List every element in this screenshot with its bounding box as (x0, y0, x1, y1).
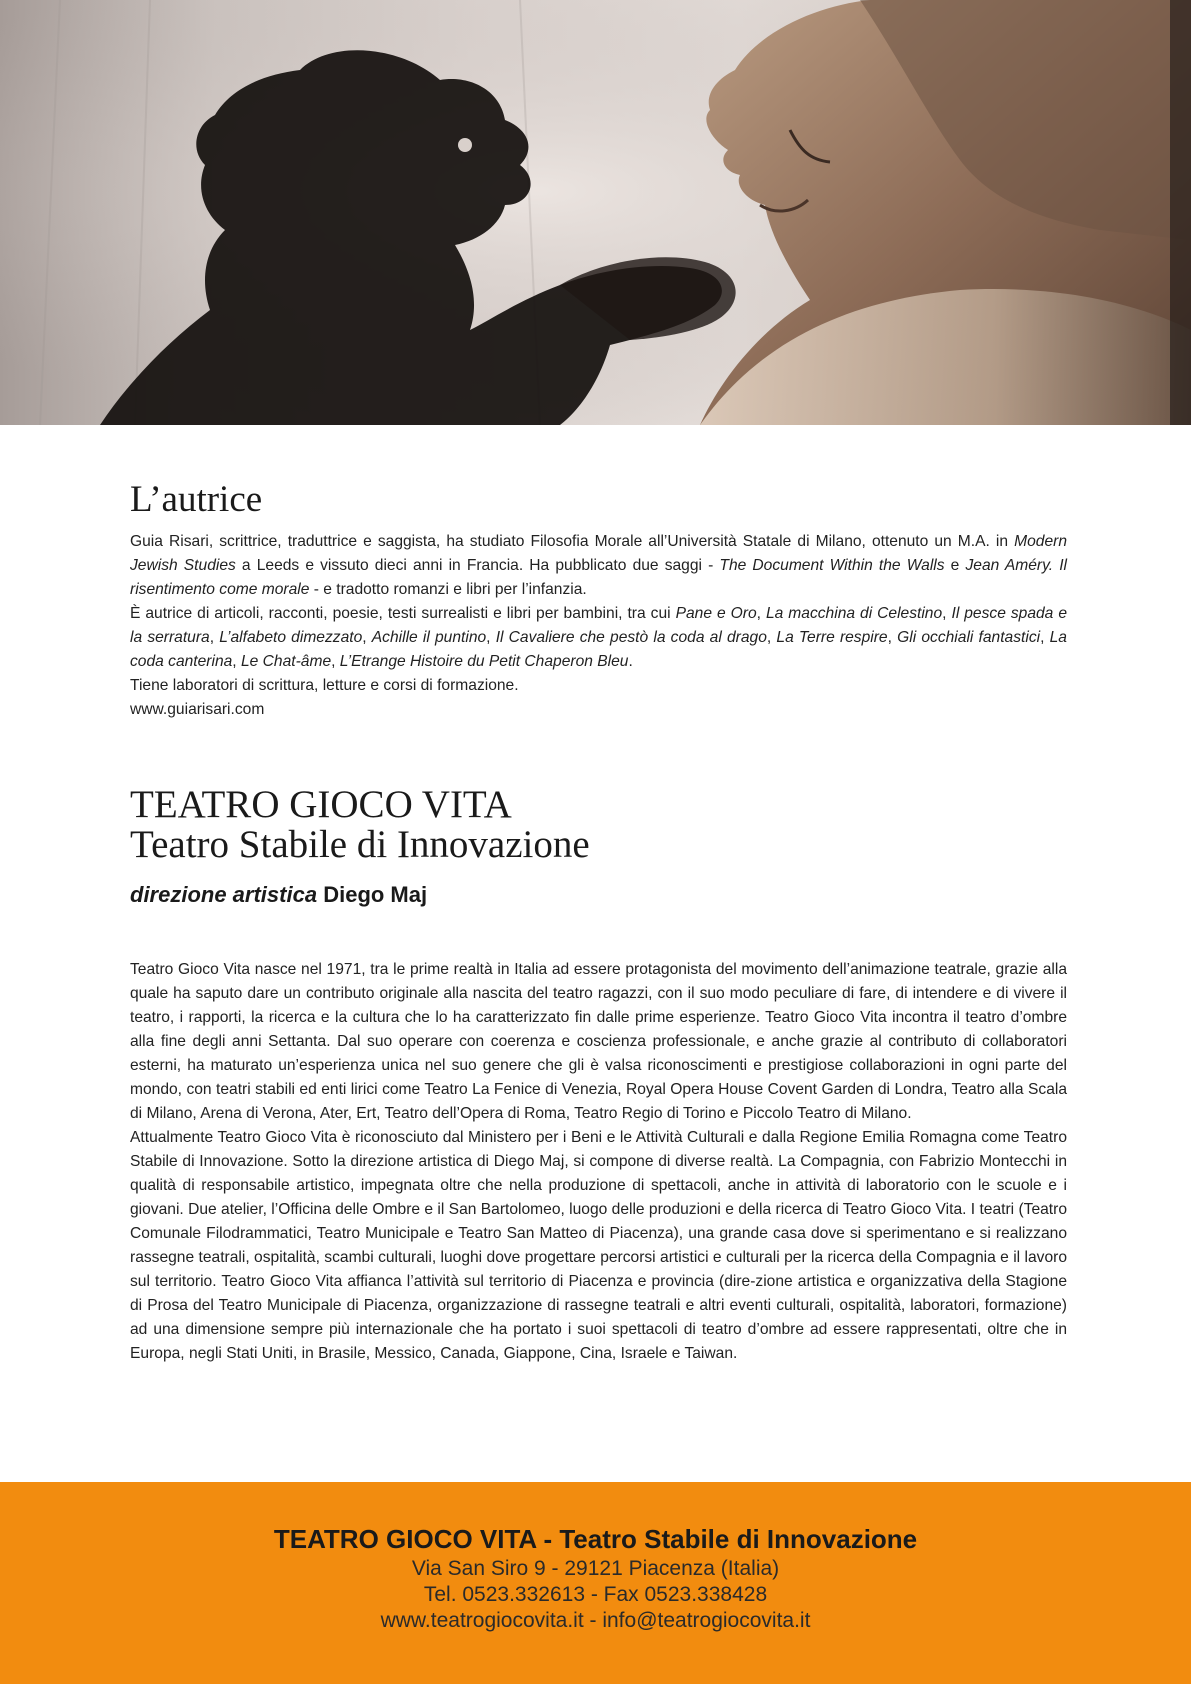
paragraph (130, 958, 1067, 1126)
text-run: e (944, 557, 966, 574)
text-run: , (942, 605, 952, 622)
italic-title: Il Cavaliere che pestò la coda al drago (495, 629, 767, 646)
paragraph (130, 674, 1067, 698)
text-run: Attualmente Teatro Gioco Vita è riconosciuto dal Ministero per i Beni e le Attività Culturali e dalla Regione Emilia Romagna come Teatro Stabile di Innovazione. Sotto la direzione artistica di Diego Maj, si compone di diverse realtà. La Compagnia, con Fabrizio Montecchi in qualità di responsabile artistico, impegnata oltre che nella produzione di spettacoli, anche in attività di laboratorio con le scuole e i giovani. Due atelier, l’Officina delle Ombre e il San Bartolomeo, luogo delle produzioni e della ricerca di Teatro Gioco Vita. I teatri (Teatro Comunale Filodrammatici, Teatro Municipale e Teatro San Matteo di Piacenza), una grande casa dove si sperimentano e si realizzano rassegne teatrali, ospitalità, scambi culturali, luoghi dove progettare percorsi artistici e culturali per la ricerca della Compagnia e il lavoro sul territorio. Teatro Gioco Vita affianca l’attività sul territorio di Piacenza e provincia (dire-zione artistica e organizzativa della Stagione di Prosa del Teatro Municipale di Piacenza, organizzazione di rassegne teatrali e altri eventi culturali, ospitalità, laboratori, formazione) ad una dimensione sempre più internazionale che ha portato i suoi spettacoli di teatro d’ombre ad essere rappresentati, oltre che in Europa, negli Stati Uniti, in Brasile, Messico, Canada, Giappone, Cina, Israele e Taiwan. (130, 1129, 1067, 1362)
contact-footer (0, 1482, 1191, 1684)
text-run: - e tradotto romanzi e libri per l’infanzia. (309, 581, 587, 598)
paragraph (130, 602, 1067, 674)
text-run: a Leeds e vissuto dieci anni in Francia. Ha pubblicato due saggi - (235, 557, 720, 574)
text-run: . (628, 653, 633, 670)
artistic-direction-label: direzione artistica (130, 882, 318, 907)
text-run: , (209, 629, 220, 646)
text-run: , (1040, 629, 1050, 646)
italic-title: Achille il puntino (371, 629, 487, 646)
italic-title: The Document Within the Walls (719, 557, 945, 574)
italic-title: La Terre respire (776, 629, 888, 646)
italic-title: Jean Améry. Il risentimento come morale (130, 557, 1067, 598)
text-run: , (887, 629, 898, 646)
footer-web-email: www.teatrogiocovita.it - info@teatrogiocovita.it (380, 1609, 811, 1632)
shadow-puppet-illustration (0, 0, 1191, 425)
author-bio (130, 530, 1067, 722)
italic-title: Le Chat-âme (240, 653, 332, 670)
teatro-description (130, 958, 1067, 1366)
text-run: Tiene laboratori di scrittura, letture e corsi di formazione. (130, 677, 519, 694)
text-run: www.guiarisari.com (130, 701, 265, 718)
text-run: Teatro Gioco Vita nasce nel 1971, tra le prime realtà in Italia ad essere protagonista del movimento dell’animazione teatrale, grazie alla quale ha saputo dare un contributo originale alla nascita del teatro ragazzi, con il suo modo peculiare di fare, di intendere e di vivere il teatro, i rapporti, la ricerca e la cultura che lo ha caratterizzato fin dalle prime esperienze. Teatro Gioco Vita incontra il teatro d’ombre alla fine degli anni Settanta. Dal suo operare con coerenza e coscienza professionale, e anche grazie al contributo di collaboratori esterni, ha maturato un’esperienza unica nel suo genere che gli è valsa riconoscimenti e prestigiose collaborazioni in ogni parte del mondo, con teatri stabili ed enti lirici come Teatro La Fenice di Venezia, Royal Opera House Covent Garden di Londra, Teatro alla Scala di Milano, Arena di Verona, Ater, Ert, Teatro dell’Opera di Roma, Teatro Regio di Torino e Piccolo Teatro di Milano. (130, 961, 1067, 1122)
author-heading: L’autrice (130, 479, 263, 520)
artistic-direction (130, 880, 427, 910)
footer-title: TEATRO GIOCO VITA - Teatro Stabile di Innovazione (273, 1524, 918, 1554)
text-run: , (362, 629, 372, 646)
paragraph (130, 1126, 1067, 1366)
italic-title: Il pesce spada e la serratura (130, 605, 1067, 646)
italic-title: L’alfabeto dimezzato (219, 629, 363, 646)
italic-title: La macchina di Celestino (765, 605, 943, 622)
text-run: , (486, 629, 496, 646)
teatro-title (130, 785, 590, 865)
teatro-name: TEATRO GIOCO VITA (130, 783, 512, 826)
footer-phone-fax: Tel. 0523.332613 - Fax 0523.338428 (423, 1583, 768, 1606)
text-run: , (756, 605, 766, 622)
paragraph (130, 530, 1067, 602)
artistic-director-name: Diego Maj (323, 882, 428, 907)
text-run: È autrice di articoli, racconti, poesie, testi surrealisti e libri per bambini, tra cui (130, 605, 676, 622)
shadow-puppet-photo (0, 0, 1191, 425)
italic-title: La coda canterina (130, 629, 1067, 670)
text-run: , (766, 629, 777, 646)
text-run: , (232, 653, 241, 670)
paragraph (130, 698, 1067, 722)
italic-title: Pane e Oro (675, 605, 757, 622)
italic-title: L’Etrange Histoire du Petit Chaperon Bleu (339, 653, 629, 670)
italic-title: Modern Jewish Studies (130, 533, 1067, 574)
footer-address: Via San Siro 9 - 29121 Piacenza (Italia) (411, 1557, 780, 1580)
text-run: Guia Risari, scrittrice, traduttrice e saggista, ha studiato Filosofia Morale all’Università Statale di Milano, ottenuto un M.A. in (130, 533, 1015, 550)
teatro-subtitle: Teatro Stabile di Innovazione (130, 823, 590, 866)
text-run: , (331, 653, 340, 670)
italic-title: Gli occhiali fantastici (897, 629, 1041, 646)
